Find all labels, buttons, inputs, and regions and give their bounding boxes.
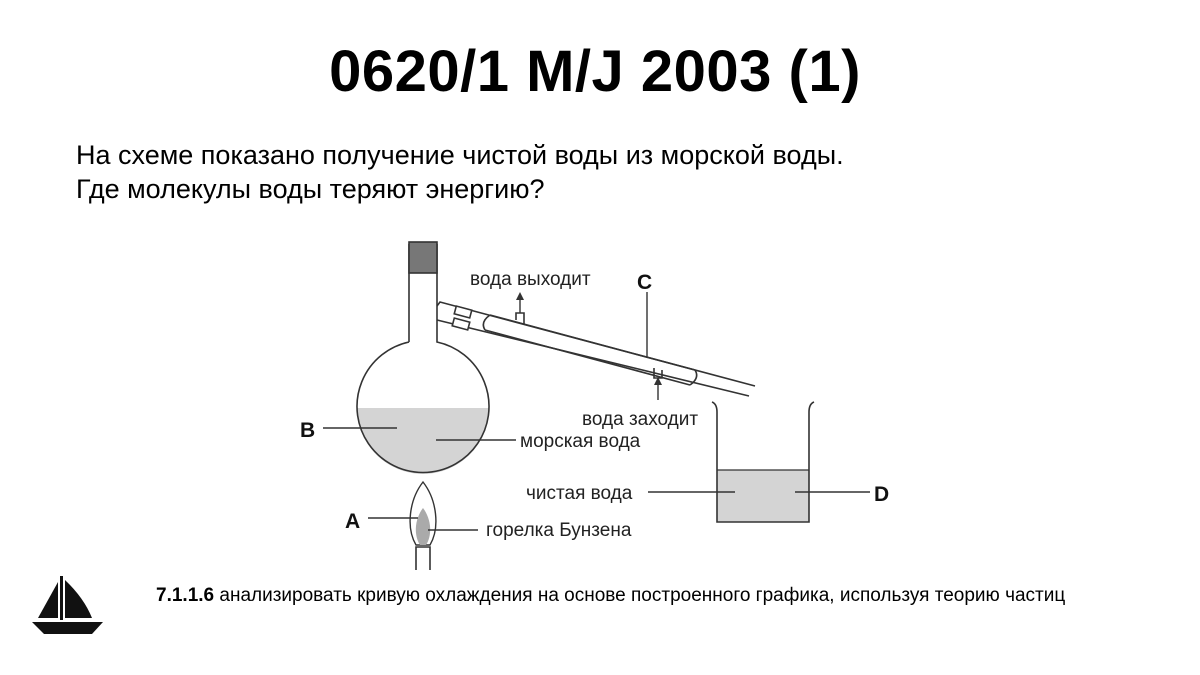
letter-b: B — [300, 419, 316, 442]
pure-water-liquid — [717, 470, 809, 522]
water-in-label: вода заходит — [582, 409, 699, 430]
learning-objective — [156, 583, 1166, 609]
bunsen-burner-label: горелка Бунзена — [486, 520, 632, 541]
condenser-jacket — [483, 315, 696, 385]
sea-water-liquid — [357, 408, 489, 474]
sea-water-label: морская вода — [520, 431, 641, 452]
pure-water-label: чистая вода — [526, 483, 633, 504]
letter-c: C — [637, 271, 653, 294]
page-title: 0620/1 M/J 2003 (1) — [329, 39, 861, 104]
objective-code: 7.1.1.6 — [156, 585, 215, 606]
letter-d: D — [874, 483, 890, 506]
letter-a: A — [345, 510, 361, 533]
sailboat-icon — [30, 572, 105, 638]
bunsen-burner-tube — [416, 547, 430, 570]
flask-stopper — [409, 242, 437, 273]
objective-text: анализировать кривую охлаждения на основе построенного графика, используя теорию частиц — [214, 585, 1066, 606]
question-line-1: На схеме показано получение чистой воды из морской воды. — [76, 140, 844, 170]
water-out-label: вода выходит — [470, 269, 591, 290]
question-line-2: Где молекулы воды теряют энергию? — [76, 174, 545, 204]
